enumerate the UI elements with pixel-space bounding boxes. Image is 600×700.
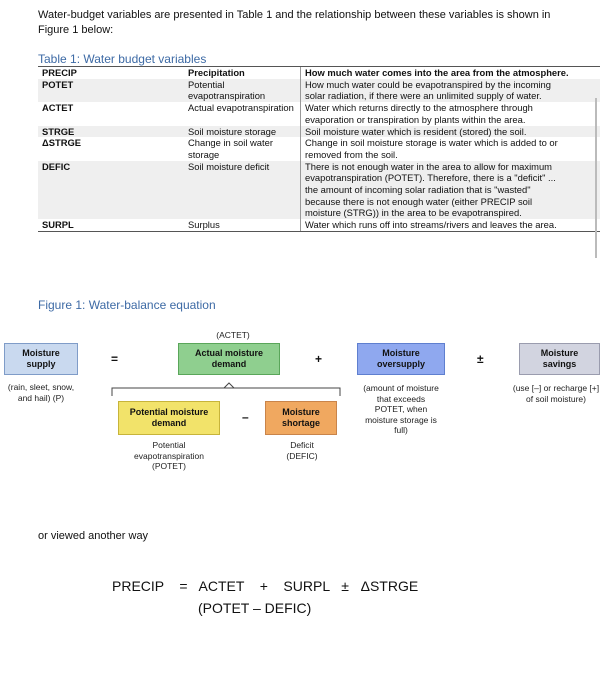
- table-row: [38, 79, 600, 102]
- equation-line-2: (POTET – DEFIC): [198, 600, 312, 616]
- description-line: How much water comes into the area from the atmosphere.: [305, 67, 569, 78]
- oversupply-note: (amount of moisture that exceeds POTET, when moisture storage is full): [363, 383, 439, 435]
- variable-code: ΔSTRGE: [42, 137, 82, 149]
- equation-line-1: PRECIP = ACTET + SURPL ± ΔSTRGE: [112, 578, 419, 594]
- variable-description: [301, 102, 600, 125]
- variable-code: PRECIP: [38, 67, 184, 79]
- variable-description: [301, 67, 600, 79]
- plus-sign: +: [315, 352, 323, 366]
- moisture-savings-label: Moisture savings: [540, 348, 579, 369]
- variable-name: Surplus: [184, 219, 301, 231]
- description-line: the amount of incoming solar radiation that is "wasted": [305, 184, 531, 196]
- variable-name: Actual evapotranspiration: [188, 102, 294, 114]
- moisture-oversupply-label: Moisture oversupply: [376, 348, 425, 369]
- savings-note: (use [–] or recharge [+] of soil moisture): [512, 383, 600, 404]
- plusminus-sign: ±: [477, 352, 484, 366]
- moisture-shortage-box: [265, 401, 337, 435]
- potet-note: Potential evapotranspiration (POTET): [134, 440, 204, 471]
- actet-label: (ACTET): [216, 330, 250, 340]
- scrollbar-track[interactable]: [595, 98, 597, 258]
- moisture-supply-box: [4, 343, 78, 375]
- defic-note: Deficit (DEFIC): [286, 440, 318, 461]
- table-row: [38, 126, 600, 138]
- minus-sign: –: [242, 410, 249, 424]
- variable-description: [301, 79, 600, 102]
- description-line: removed from the soil.: [305, 148, 398, 160]
- table-caption: Table 1: Water budget variables: [38, 52, 207, 66]
- description-line: There is not enough water in the area to allow for maximum: [305, 160, 552, 172]
- moisture-shortage-label: Moisture shortage: [281, 407, 320, 428]
- variable-description: [301, 137, 600, 160]
- equals-sign: =: [111, 352, 119, 366]
- variable-code: ACTET: [42, 102, 74, 114]
- description-line: Water which runs off into streams/rivers and leaves the area.: [305, 219, 557, 231]
- variable-code: DEFIC: [38, 161, 184, 220]
- actual-moisture-demand-box: [178, 343, 280, 375]
- water-budget-table: [38, 66, 600, 232]
- description-line: moisture (STRG)) in the area to be evapotranspired.: [305, 207, 522, 219]
- supply-note: (rain, sleet, snow, and hail) (P): [7, 382, 75, 403]
- variable-description: [301, 161, 600, 220]
- variable-name: Soil moisture deficit: [184, 161, 301, 220]
- potential-moisture-demand-box: [118, 401, 220, 435]
- table-row: [38, 137, 600, 160]
- variable-code: STRGE: [38, 126, 184, 138]
- moisture-oversupply-box: [357, 343, 445, 375]
- variable-name: Soil moisture storage: [184, 126, 301, 138]
- bracket: [100, 380, 360, 400]
- description-line: because there is not enough water (either PRECIP soil: [305, 195, 533, 207]
- description-line: Change in soil moisture storage is water which is added to or: [305, 137, 558, 149]
- table-row: [38, 67, 600, 79]
- variable-code: POTET: [38, 79, 184, 102]
- or-viewed-text: or viewed another way: [38, 530, 149, 542]
- description-line: How much water could be evapotranspired by the incoming: [305, 78, 551, 90]
- description-line: Water which returns directly to the atmosphere through: [305, 102, 533, 114]
- moisture-supply-label: Moisture supply: [22, 348, 60, 369]
- table-row: [38, 102, 600, 125]
- moisture-savings-box: [519, 343, 600, 375]
- variable-name: Change in soil water storage: [188, 137, 273, 160]
- variable-code: SURPL: [38, 219, 184, 231]
- description-line: Soil moisture water which is resident (stored) the soil.: [305, 125, 527, 137]
- figure-caption: Figure 1: Water-balance equation: [38, 298, 216, 312]
- table-row: [38, 161, 600, 220]
- variable-name: Precipitation: [184, 67, 301, 79]
- variable-description: [301, 219, 600, 231]
- variable-description: [301, 126, 600, 138]
- potential-moisture-demand-label: Potential moisture demand: [129, 407, 209, 428]
- variable-name: Potential evapotranspiration: [184, 79, 301, 102]
- description-line: evapotranspiration (POTET). Therefore, there is a "deficit" ...: [305, 172, 556, 184]
- table-row: [38, 219, 600, 231]
- actual-moisture-demand-label: Actual moisture demand: [194, 348, 263, 369]
- description-line: solar radiation, if there were an unlimited supply of water.: [305, 90, 542, 102]
- intro-paragraph: Water-budget variables are presented in Table 1 and the relationship between these variables is shown in Figure 1 below:: [38, 9, 551, 36]
- description-line: evaporation or transpiration by plants within the area.: [305, 113, 526, 125]
